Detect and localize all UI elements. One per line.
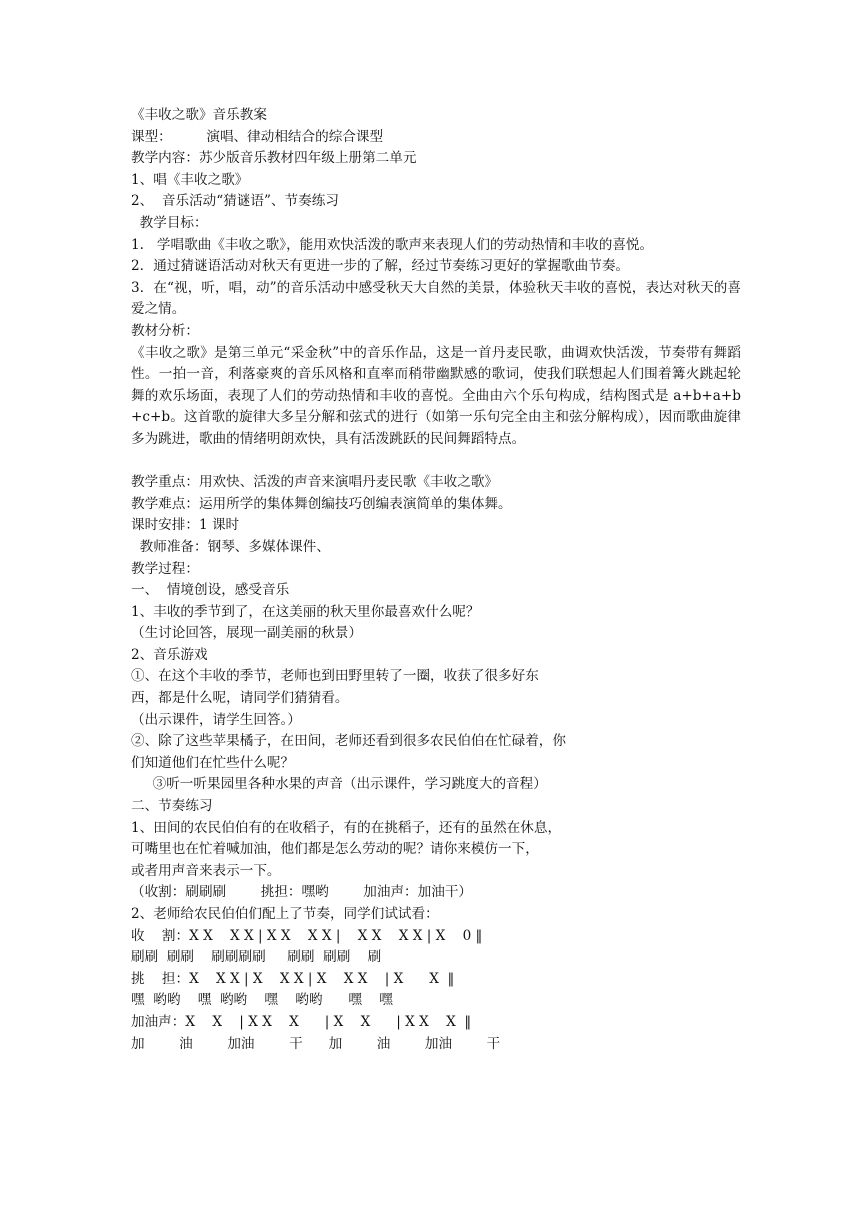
process-line: 西，都是什么呢，请同学们猜猜看。 xyxy=(131,690,349,707)
objective-3: 3．在“视，听，唱，动”的音乐活动中感受秋天大自然的美景，体验秋天丰收的喜悦，表达对秋天的喜爱之情。 xyxy=(131,279,741,318)
process-line: 1、丰收的季节到了，在这美丽的秋天里你最喜欢什么呢？ xyxy=(131,603,480,620)
process-line: 们知道他们在忙些什么呢？ xyxy=(131,754,295,771)
preparation-line: 教师准备：钢琴、多媒体课件、 xyxy=(131,538,330,555)
process-line: 2、音乐游戏 xyxy=(131,646,208,663)
objective-1: 1. 学唱歌曲《丰收之歌》，能用欢快活泼的歌声来表现人们的劳动热情和丰收的喜悦。 xyxy=(131,236,654,253)
rhythm-line-carry: 挑 担：X X X | X X X | X X X | X X ‖ xyxy=(131,970,455,987)
process-line: ②、除了这些苹果橘子，在田间，老师还看到很多农民伯伯在忙碌着，你 xyxy=(131,733,566,750)
rhythm-lyrics-cheer: 加 油 加油 干 加 油 加油 干 xyxy=(131,1035,501,1052)
process-line: 或者用声音来表示一下。 xyxy=(131,862,281,879)
teaching-content-line: 教学内容：苏少版音乐教材四年级上册第二单元 xyxy=(131,150,417,167)
content-item-1: 1、唱《丰收之歌》 xyxy=(131,171,249,188)
objective-2: 2．通过猜谜语活动对秋天有更进一步的了解，经过节奏练习更好的掌握歌曲节奏。 xyxy=(131,258,630,275)
lesson-type-line: 课型： 演唱、律动相结合的综合课型 xyxy=(131,128,384,145)
process-line: ①、在这个丰收的季节，老师也到田野里转了一圈，收获了很多好东 xyxy=(131,668,539,685)
process-line: ③听一听果园里各种水果的声音（出示课件，学习跳度大的音程） xyxy=(131,776,547,793)
section-1-heading: 一、 情境创设，感受音乐 xyxy=(131,582,290,599)
key-point-line: 教学重点：用欢快、活泼的声音来演唱丹麦民歌《丰收之歌》 xyxy=(131,474,499,491)
rhythm-line-cheer: 加油声：X X | X X X | X X | X X X ‖ xyxy=(131,1013,472,1030)
rhythm-lyrics-harvest: 刷刷 刷刷 刷刷刷刷 刷刷 刷刷 刷 xyxy=(131,949,382,966)
process-line: 2、老师给农民伯伯们配上了节奏，同学们试试看： xyxy=(131,906,439,922)
process-line: （出示课件，请学生回答。） xyxy=(131,711,301,728)
process-line: （生讨论回答，展现一副美丽的秋景） xyxy=(131,625,363,642)
process-line: 可嘴里也在忙着喊加油，他们都是怎么劳动的呢？请你来模仿一下， xyxy=(131,841,539,858)
section-2-heading: 二、节奏练习 xyxy=(131,798,213,815)
rhythm-line-harvest: 收 割：X X X X | X X X X | X X X X | X 0 ‖ xyxy=(131,927,483,944)
analysis-paragraph: 《丰收之歌》是第三单元“采金秋”中的音乐作品，这是一首丹麦民歌，曲调欢快活泼，节奏带有舞蹈性。一拍一音，利落豪爽的音乐风格和直率而稍带幽默感的歌词，使我们联想起人们围着篝火跳起轮舞的欢乐场面，表现了人们的劳动热情和丰收的喜悦。全曲由六个乐句构成，结构图式是 a+b+a+b+c+b。这首歌的旋律大多呈分解和弦式的进行（如第一乐句完全由主和弦分解构成），因而歌曲旋律多为跳进，歌曲的情绪明朗欢快，具有活泼跳跃的民间舞蹈特点。 xyxy=(131,344,741,447)
rhythm-lyrics-carry: 嘿 哟哟 嘿 哟哟 嘿 哟哟 嘿 嘿 xyxy=(131,992,393,1009)
process-heading: 教学过程： xyxy=(131,560,199,577)
difficulty-line: 教学难点：运用所学的集体舞创编技巧创编表演简单的集体舞。 xyxy=(131,495,512,512)
analysis-heading: 教材分析： xyxy=(131,322,199,339)
process-line: 1、田间的农民伯伯有的在收稻子，有的在挑稻子，还有的虽然在休息， xyxy=(131,819,562,836)
doc-title: 《丰收之歌》音乐教案 xyxy=(131,107,267,123)
schedule-line: 课时安排：1 课时 xyxy=(131,517,240,534)
content-item-2: 2、 音乐活动“猜谜语”、节奏练习 xyxy=(131,193,339,210)
objectives-heading: 教学目标： xyxy=(131,214,208,231)
lesson-plan-document xyxy=(131,105,741,1055)
process-line: （收割：刷刷刷 挑担：嘿哟 加油声：加油干） xyxy=(131,884,473,901)
